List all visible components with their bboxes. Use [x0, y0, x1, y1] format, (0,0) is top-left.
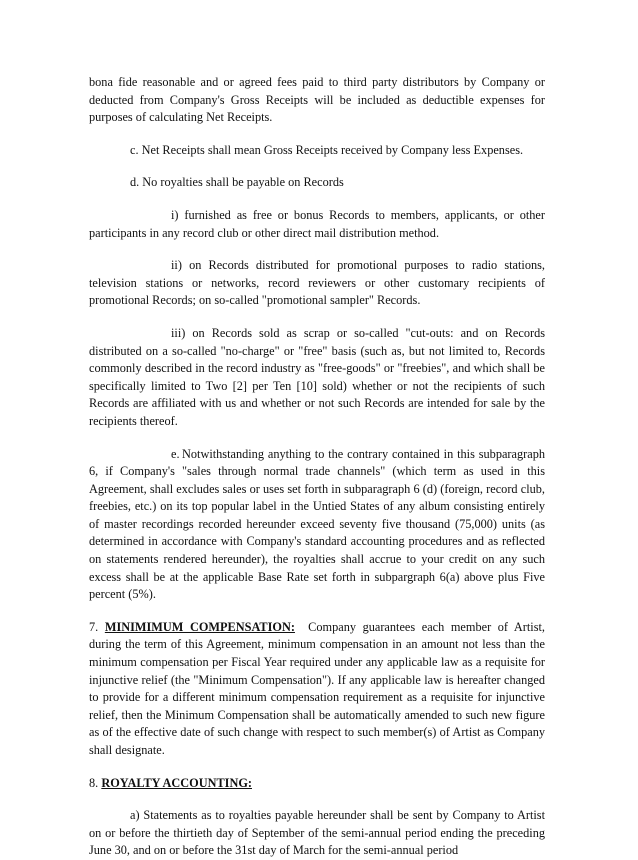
- section-7-number: 7.: [89, 619, 99, 634]
- section-7-text: Company guarantees each member of Artist, during the term of this Agreement, minimum compensation in an amount not less than the minimum compensation per Fiscal Year required under any applicable law as a requisite for injunctive relief (the "Minimum Compensation"). If any applicable law is hereafter changed to provide for a different minimum compensation requirement as a requisite for injunctive relief, then the Minimum Compensation shall be automatically amended to such new figure as of the effective date of such change with respect to such member(s) of Artist as Company shall designate.: [89, 619, 546, 757]
- section-8: [89, 775, 545, 793]
- paragraph-fees: bona fide reasonable and or agreed fees paid to third party distributors by Company or deducted from Company's Gross Receipts will be included as deductible expenses for purposes of calculating Net Receipts.: [89, 75, 545, 125]
- clause-e-label: e.: [171, 446, 180, 461]
- section-7: [89, 619, 545, 760]
- document-page: [89, 74, 545, 860]
- section-8-number: 8.: [89, 775, 99, 790]
- clause-d-ii: ii) on Records distributed for promotional purposes to radio stations, television stations or networks, record reviewers or other customary recipients of promotional Records; on so-called "promotional sampler" Records.: [89, 258, 545, 308]
- section-8-heading: ROYALTY ACCOUNTING:: [101, 775, 252, 790]
- clause-e: [89, 446, 545, 604]
- section-7-heading: MINIMIMUM COMPENSATION:: [104, 619, 295, 634]
- clause-d-no-royalties: d. No royalties shall be payable on Records: [130, 175, 344, 190]
- section-8-clause-a: a) Statements as to royalties payable hereunder shall be sent by Company to Artist on or before the thirtieth day of September of the semi-annual period ending the preceding June 30, and on or before the 31st day of March for the semi-annual period: [89, 808, 545, 858]
- clause-c-net-receipts: c. Net Receipts shall mean Gross Receipts received by Company less Expenses.: [130, 142, 524, 157]
- clause-e-text: Notwithstanding anything to the contrary contained in this subparagraph 6, if Company's "sales through normal trade channels" (which term as used in this Agreement, shall excludes sales or uses set forth in subparagraph 6 (d) (foreign, record club, freebies, etc.) on its top popular label in the Untied States of any album consisting entirely of master recordings recorded hereunder exceed seventy five thousand (75,000) units (as determined in accordance with Company's standard accounting procedures and as reflected on statements rendered hereunder), the royalties shall accrue to your credit on any such excess shall be at the applicable Base Rate set forth in subpargraph 6(a) above plus Five percent (5%).: [89, 446, 545, 602]
- clause-d-iii: iii) on Records sold as scrap or so-called "cut-outs: and on Records distributed on a so-called "no-charge" or "free" basis (such as, but not limited to, Records commonly described in the record industry as "free-goods" or "freebies", and which shall be specifically limited to Two [2] per Ten [10] sold) whether or not the recipients of such Records are affiliated with us and whether or not such Records are intended for sale by the recipients thereof.: [89, 325, 545, 428]
- clause-d-i: i) furnished as free or bonus Records to members, applicants, or other participants in any record club or other direct mail distribution method.: [89, 207, 545, 240]
